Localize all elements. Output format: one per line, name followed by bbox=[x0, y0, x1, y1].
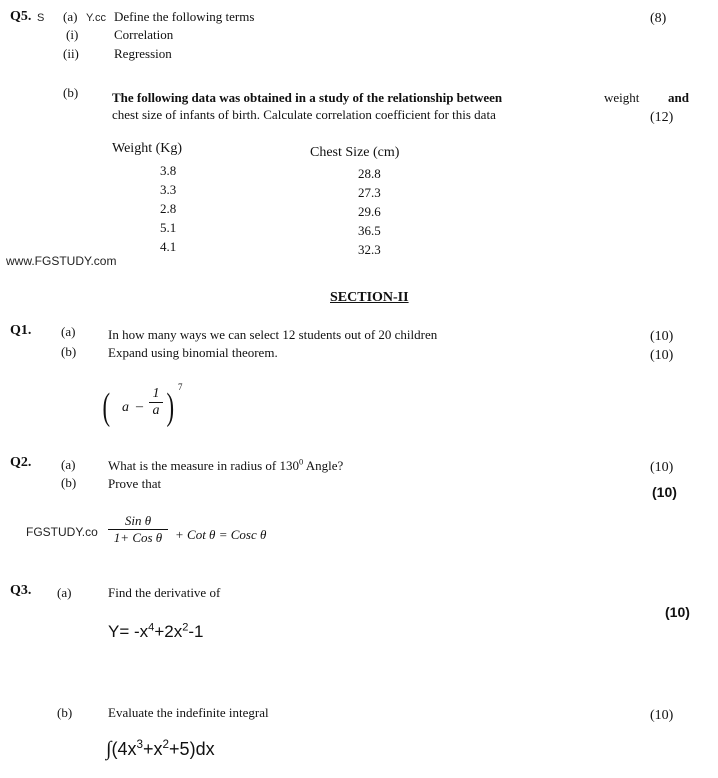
q1-part-a: (a) bbox=[61, 324, 76, 339]
q1-a-text: In how many ways we can select 12 students out of 20 children bbox=[108, 327, 438, 342]
table-weight-cell: 3.3 bbox=[160, 182, 177, 197]
q5-b-marks: (12) bbox=[650, 110, 674, 125]
q5-ii-text: Regression bbox=[114, 46, 172, 61]
q5-inline-watermark: S bbox=[37, 12, 45, 24]
table-chest-cell: 29.6 bbox=[358, 204, 381, 219]
q5-inline-watermark-2: Y.cc bbox=[86, 12, 106, 24]
table-weight-cell: 2.8 bbox=[160, 201, 177, 216]
table-header-weight: Weight (Kg) bbox=[112, 141, 183, 156]
q5-label: Q5. bbox=[10, 9, 32, 24]
q3-a-text: Find the derivative of bbox=[108, 585, 221, 600]
table-chest-cell: 27.3 bbox=[358, 185, 381, 200]
q5-i-num: (i) bbox=[66, 27, 79, 42]
q1-a-marks: (10) bbox=[650, 329, 674, 344]
q2-b-marks: (10) bbox=[652, 484, 677, 500]
table-chest-cell: 28.8 bbox=[358, 166, 381, 181]
table-weight-cell: 5.1 bbox=[160, 220, 177, 235]
q5-ii-num: (ii) bbox=[63, 46, 79, 61]
table-weight-cell: 4.1 bbox=[160, 239, 177, 254]
expr-power: 7 bbox=[178, 382, 183, 392]
trig-rhs: + Cot θ = Cosc θ bbox=[175, 527, 267, 542]
q3-a-marks: (10) bbox=[665, 604, 690, 620]
q5-b-line1: The following data was obtained in a study of the relationship between bbox=[112, 90, 503, 105]
q2-a-text-line: What is the measure in radius of $130^0$ Angle? bbox=[108, 456, 344, 473]
q2-part-a: (a) bbox=[61, 457, 76, 472]
integral-expression: $\int(4x^3+x^2+5)dx$ bbox=[106, 738, 215, 760]
table-chest-cell: 32.3 bbox=[358, 242, 381, 257]
q5-b-line1-weight: weight bbox=[604, 90, 640, 105]
table-chest-cell: 36.5 bbox=[358, 223, 381, 238]
q2-b-text: Prove that bbox=[108, 476, 162, 491]
q3-b-text: Evaluate the indefinite integral bbox=[108, 705, 269, 720]
q5-i-text: Correlation bbox=[114, 27, 174, 42]
q3-b-marks: (10) bbox=[650, 708, 674, 723]
q1-part-b: (b) bbox=[61, 344, 77, 359]
q2-part-b: (b) bbox=[61, 475, 77, 490]
trig-fraction: Sin θ 1+ Cos θ bbox=[108, 513, 168, 546]
q1-label: Q1. bbox=[10, 323, 32, 338]
q3-part-b: (b) bbox=[57, 705, 73, 720]
q2-label: Q2. bbox=[10, 455, 32, 470]
integral-symbol: ∫ bbox=[106, 738, 112, 760]
section-title: SECTION-II bbox=[330, 290, 409, 305]
q5-part-a: (a) bbox=[63, 9, 78, 24]
derivative-equation: $Y= -x^4+2x^2-1$ bbox=[108, 621, 204, 641]
q5-part-b: (b) bbox=[63, 85, 79, 100]
table-weight-cell: 3.8 bbox=[160, 163, 177, 178]
q2-a-marks: (10) bbox=[650, 460, 674, 475]
q1-b-text: Expand using binomial theorem. bbox=[108, 345, 278, 360]
q5-a-marks: (8) bbox=[650, 11, 667, 26]
table-header-chest: Chest Size (cm) bbox=[310, 145, 400, 160]
watermark-fgstudy-2: FGSTUDY.co bbox=[26, 525, 98, 539]
q3-label: Q3. bbox=[10, 583, 32, 598]
q5-a-text: Define the following terms bbox=[114, 9, 255, 24]
expr-minus: – bbox=[136, 399, 143, 414]
q3-part-a: (a) bbox=[57, 585, 72, 600]
q5-b-line2: chest size of infants of birth. Calculate correlation coefficient for this data bbox=[112, 107, 496, 122]
expr-fraction: $\frac{1}{a}$ bbox=[149, 386, 163, 419]
q5-b-line1-and: and bbox=[668, 90, 689, 105]
q1-b-marks: (10) bbox=[650, 348, 674, 363]
expr-var: a bbox=[122, 400, 129, 415]
watermark-fgstudy: www.FGSTUDY.com bbox=[6, 254, 117, 268]
